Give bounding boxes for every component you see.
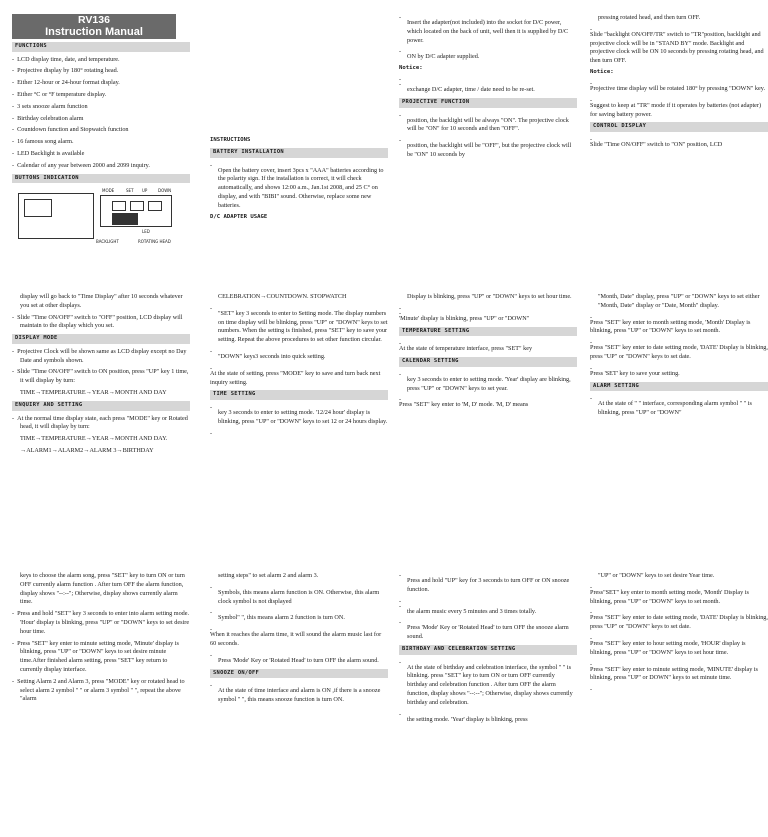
time-switch-text: Slide "Time ON/OFF" switch to "ON" position, LCD [590, 140, 723, 148]
save-inquiry-text: At the state of setting, press "MODE" key to save and turn back next inquiry setting. [210, 369, 381, 386]
snooze-symbol-text: At the state of time interface and alarm is ON ,if there is a snooze symbol " ", this means snooze function is turn ON. [218, 687, 381, 704]
title-banner [12, 14, 176, 39]
month-date-text: "Month, Date" display, press "UP" or "DOWN" keys to set either "Month, Date" display or "Date, Month" display. [598, 293, 760, 309]
button-a [112, 201, 126, 211]
function-item: - LED Backlight is available [12, 150, 85, 158]
md-mode-text: Press "SET" key enter to 'M, D' mode. 'M, D' means [399, 401, 529, 409]
lcd-panel [24, 199, 52, 217]
mode-sequence-text: TIME→TEMPERATURE→YEAR→MONTH AND DAY. [20, 435, 168, 443]
quick-setting-text: "DOWN" keys3 seconds into quick setting. [218, 352, 326, 360]
alarm-symbol-text: Symbols, this means alarm function is ON. Otherwise, this alarm clock symbol is not displayed [218, 588, 380, 605]
hour-format-text: key 3 seconds to enter to setting mode. '12/24 hour' display is blinking, press "UP" or "DOWN" keys to set 12 or 24 hours display. [218, 409, 388, 425]
model-title: RV136 [78, 14, 110, 26]
function-item: - Countdown function and Stopwatch function [12, 126, 129, 134]
snooze-off-text: Press 'Mode' Key or 'Rotated Head' to turn OFF the snooze alarm sound. [407, 624, 569, 641]
label-rotating-head: ROTATING HEAD [138, 239, 171, 245]
snooze-heading: SNOOZE ON/OFF [210, 669, 388, 679]
column-2-row-3: setting steps" to set alarm 2 and alarm 3. - Symbols, this means alarm function is ON. Otherwise, this alarm clock symbol is not displayed - Symbol" ", this means alarm 2 function is turn ON. - When it reaches the alarm time, it will sound the alarm music last for 60 seconds. - Press 'Mode' Key or 'Rotated Head' to turn OFF the alarm sound. SNOOZE ON/OFF - At the state of time interface and alarm is ON ,if there is a snooze symbol " ", this means snooze function is turn ON. [210, 572, 388, 708]
column-4-row-2: "Month, Date" display, press "UP" or "DOWN" keys to set either "Month, Date" display or "Date, Month" display. - Press "SET" key enter to month setting mode, 'Month' Display is blinking, press "UP" or "DOWN" keys to set month. - Press "SET" key enter to date setting mode, 'DATE' Display is blinking, press "UP" or "DOWN" keys to set date. - Press 'SET' key to save your setting. ALARM SETTING - At the state of " " interface, corresponding alarm symbol " " is blinking, press "UP" or "DOWN" [590, 293, 768, 417]
button-c [148, 201, 162, 211]
column-1-row-1 [12, 14, 190, 251]
function-item: - Calendar of any year between 2000 and 2099 inquiry. [12, 161, 150, 169]
birthday-month-text: Press"SET" key enter to month setting mode, 'Month' Display is blinking, press "UP" or "DOWN" keys to set month. [590, 588, 749, 605]
column-3-row-3: - Press and hold "UP" key for 3 seconds to turn OFF or ON snooze function. - - the alarm music every 5 minutes and 3 times totally. - Press 'Mode' Key or 'Rotated Head' to turn OFF the snooze alarm sound. BIRTHDAY AND CELEBRATION SETTING - At the state of birthday and celebration interface, the symbol " " is blinking. press "SET" key to turn ON or turn OFF currently birthday and celebration function . After turn OFF the alarm function, display shows "--:--"; Otherwise, display shows currently birthday and celebration. - the setting mode. 'Year' display is blinking, press [399, 572, 577, 727]
projective-heading: PROJECTIVE FUNCTION [399, 98, 577, 108]
alarm-minute-text: - Press "SET" key enter to minute setting mode, 'Minute' display is blinking, press "UP" or "DOWN" keys to set desire minute time.After finished alarm setting, press "SET" key return to currently display interface. [12, 639, 179, 673]
column-3-row-2: Display is blinking, press "UP" or "DOWN" keys to set hour time. - - 'Minute' display is blinking, press "UP" or "DOWN" TEMPERATURE SETTING - At the state of temperature interface, press "SET" key CALENDAR SETTING - key 3 seconds to enter to setting mode. 'Year' display are blinking, press "UP" or "DOWN" keys to set year. - Press "SET" key enter to 'M, D' mode. 'M, D' means [399, 293, 577, 413]
label-mode: MODE [102, 188, 115, 194]
function-item: - LCD display time, date, and temperature. [12, 55, 120, 63]
function-item: - Birthday celebration alarm [12, 114, 84, 122]
manual-subtitle: Instruction Manual [45, 26, 143, 38]
column-2-row-1: INSTRUCTIONS BATTERY INSTALLATION - Open the battery cover, insert 3pcs x "AAA" batteries according to the polarity sign. If the installation is correct, it will check automatically, and shows 12:00 a.m., Jan.1st 2008, and 25 C° on display, and with "BIBI" sound. Otherwise, replace some new batteries. D/C ADAPTER USAGE [210, 134, 388, 225]
function-item: - 3 sets snooze alarm function [12, 102, 88, 110]
function-item: - Projective display by 180° rotating head. [12, 67, 119, 75]
mode-sequence-text-2: →ALARM1→ALARM2→ALARM 3→BIRTHDAY [20, 446, 154, 454]
snooze-repeat-text: the alarm music every 5 minutes and 3 times totally. [407, 607, 537, 615]
month-setting-text: Press "SET" key enter to month setting mode, 'Month' Display is blinking, press "UP" or "DOWN" keys to set month. [590, 318, 751, 335]
control-heading: CONTROL DISPLAY [590, 122, 768, 132]
column-1-row-3 [12, 572, 190, 707]
birthday-date-text: Press "SET" key enter to date setting mode, 'DATE' Display is blinking, press "UP" or "DOWN" keys to set date. [590, 614, 768, 631]
notice-heading: Notice: [399, 65, 423, 72]
date-setting-text: Press "SET" key enter to date setting mode, 'DATE' Display is blinking, press "UP" or "DOWN" keys to set date. [590, 344, 768, 360]
column-4-row-3: "UP" or "DOWN" keys to set desire Year time. - Press"SET" key enter to month setting mode, 'Month' Display is blinking, press "UP" or "DOWN" keys to set month. - Press "SET" key enter to date setting mode, 'DATE' Display is blinking, press "UP" or "DOWN" keys to set date. - Press "SET" key enter to hour setting mode, 'HOUR' display is blinking, press "UP" or "DOWN" keys to set hour time. - Press "SET" key enter to minute setting mode, 'MINUTE' display is blinking, press "UP" or DOWN" keys to set minute time. - [590, 572, 768, 694]
clock-diagram [12, 187, 190, 247]
adapter-on-text: ON by D/C adapter supplied. [407, 53, 480, 61]
alarm-hour-text: - Press and hold "SET" key 3 seconds to enter into alarm setting mode. 'Hour' display is blinking, press "UP" or "DOWN" keys to set desire hour time. [12, 610, 190, 635]
celebration-text: CELEBRATION→COUNTDOWN. STOPWATCH [218, 293, 347, 300]
buttons-heading: BUTTONS INDICATION [12, 174, 190, 184]
press-up-text: - Slide "Time ON/OFF" switch to ON position, press "UP" key 1 time, it will display by turn: [12, 368, 189, 385]
alarm-off-text: Press 'Mode' Key or 'Rotated Head' to turn OFF the alarm sound. [218, 656, 379, 664]
go-back-text: display will go back to "Time Display" after 10 seconds whatever you set at other displays. [20, 293, 183, 309]
projective-clock-text: - Projective Clock will be shown same as LCD display except no Day Date and symbols shown. [12, 347, 187, 364]
column-2-row-2: CELEBRATION→COUNTDOWN. STOPWATCH - "SET" key 3 seconds to enter to Setting mode. The display numbers on time display will be blinking, press "UP" or "DOWN" keys to set numbers. When the setting is finished, press "SET" key to save your setting. Repeat the above procedures to set other function circular. - "DOWN" keys3 seconds into quick setting. - At the state of setting, press "MODE" key to save and turn back next inquiry setting. TIME SETTING - key 3 seconds to enter to setting mode. '12/24 hour' display is blinking, press "UP" or "DOWN" keys to set 12 or 24 hours display. - [210, 293, 388, 437]
label-up: UP [142, 188, 148, 194]
projective-off-text: position, the backlight will be "OFF", but the projective clock will be "ON" 10 seconds by [407, 142, 572, 158]
switch-off-text: - Slide "Time ON/OFF" switch to "OFF" position, LCD display will maintain to the display which you set. [12, 313, 183, 330]
exchange-text: exchange D/C adapter, time / date need to be re-set. [407, 86, 535, 94]
adapter-text: Insert the adapter(not included) into the socket for D/C power, which located on the back of unit, well then it is supplied by D/C power. [407, 19, 569, 44]
label-down: DOWN [158, 188, 172, 194]
functions-heading: FUNCTIONS [12, 42, 190, 52]
battery-heading: BATTERY INSTALLATION [210, 148, 388, 158]
birthday-heading: BIRTHDAY AND CELEBRATION SETTING [399, 645, 577, 655]
label-backlight: BACKLIGHT [96, 239, 119, 245]
alarm-sound-text: When it reaches the alarm time, it will sound the alarm music last for 60 seconds. [210, 631, 382, 647]
column-4-row-1: pressing rotated head, and then turn OFF. - Slide "backlight ON/OFF/TR" switch to "TR"position, backlight and projective clock will be in "STAND BY" mode. Backlight and projective clock will be ON 10 seconds by pressing rotating head, and then turn OFF. Notice: - Projective time display will be rotated 180° by pressing "DOWN" key. - Suggest to keep at "TR" mode if it operates by batteries (not adapter) for saving battery power. CONTROL DISPLAY - Slide "Time ON/OFF" switch to "ON" position, LCD [590, 14, 768, 153]
dc-adapter-heading: D/C ADAPTER USAGE [210, 213, 268, 220]
temp-interface-text: At the state of temperature interface, press "SET" key [399, 345, 533, 353]
rotate-180-text: Projective time display will be rotated 180° by pressing "DOWN" key. [590, 84, 766, 92]
alarm-heading: ALARM SETTING [590, 382, 768, 392]
projective-on-text: position, the backlight will be always "ON". The projective clock will be "ON" for 10 seconds and then "OFF". [407, 116, 569, 133]
label-set: SET [126, 188, 134, 194]
year-blink-text: key 3 seconds to enter to setting mode. 'Year' display are blinking, press "UP" or "DOWN" keys to set year. [407, 375, 571, 392]
alarm2-symbol-text: Symbol" ", this means alarm 2 function is turn ON. [218, 614, 345, 622]
suggest-text: Suggest to keep at "TR" mode if it operates by batteries (not adapter) for saving battery power. [590, 101, 762, 118]
setting-mode-text: "SET" key 3 seconds to enter to Setting mode. The display numbers on time display will be blinking, press "UP" or "DOWN" keys to set numbers. When the setting is finished, press "SET" key to save your setting. Repeat the above procedures to set other function circular. [218, 309, 388, 344]
birthday-minute-text: Press "SET" key enter to minute setting mode, 'MINUTE' display is blinking, press "UP" or DOWN" keys to set minute time. [590, 665, 758, 682]
enquiry-heading: ENQUIRY AND SETTING [12, 401, 190, 411]
projector-lens [112, 213, 138, 225]
alarm-2-3-text: - Setting Alarm 2 and Alarm 3, press "MODE" key or rotated head to select alarm 2 symbol " " or alarm 3 symbol " ", repeat the above "alarm [12, 677, 185, 703]
birthday-year-set-text: "UP" or "DOWN" keys to set desire Year time. [598, 572, 715, 579]
alarm-interface-text: At the state of " " interface, corresponding alarm symbol " " is blinking, press "UP" or "DOWN" [598, 400, 752, 417]
birthday-year-text: the setting mode. 'Year' display is blinking, press [407, 715, 528, 723]
alarm-steps-text: setting steps" to set alarm 2 and alarm 3. [218, 572, 319, 579]
notice-heading-2: Notice: [590, 68, 614, 75]
label-led: LED [142, 229, 150, 235]
birthday-hour-text: Press "SET" key enter to hour setting mode, 'HOUR' display is blinking, press "UP" or "DOWN" keys to set hour time. [590, 639, 746, 656]
battery-text: Open the battery cover, insert 3pcs x "AAA" batteries according to the polarity sign. If the installation is correct, it will check automatically, and shows 12:00 a.m., Jan.1st 2008, and 25 C° on display, and with "BIBI" sound. Otherwise, replace some new batteries. [218, 166, 384, 209]
calendar-heading: CALENDAR SETTING [399, 357, 577, 367]
function-item: - 16 famous song alarm. [12, 138, 74, 146]
minute-blink-text: 'Minute' display is blinking, press "UP" or "DOWN" [399, 314, 530, 322]
column-1-row-2 [12, 293, 190, 459]
function-item: - Either °C or °F temperature display. [12, 91, 107, 99]
birthday-interface-text: At the state of birthday and celebration interface, the symbol " " is blinking. press "SET" key to turn ON or turn OFF currently birthday and celebration function . After turn OFF the alarm function, display shows "--:--"; Otherwise, display shows currently birthday and celebration. [407, 663, 573, 706]
time-setting-heading: TIME SETTING [210, 390, 388, 400]
up-sequence-text: TIME→TEMPERATURE→YEAR→MONTH AND DAY [20, 389, 167, 397]
snooze-toggle-text: Press and hold "UP" key for 3 seconds to turn OFF or ON snooze function. [407, 577, 570, 593]
display-mode-heading: DISPLAY MODE [12, 334, 190, 344]
mode-press-text: - At the normal time display state, each press "MODE" key or Rotated head, it will display by turn: [12, 414, 188, 431]
temperature-heading: TEMPERATURE SETTING [399, 327, 577, 337]
rotate-text: pressing rotated head, and then turn OFF. [598, 14, 701, 21]
function-item: - Either 12-hour or 24-hour format display. [12, 79, 120, 87]
hour-blink-text: Display is blinking, press "UP" or "DOWN" keys to set hour time. [407, 293, 572, 300]
button-b [130, 201, 144, 211]
column-3-row-1: - Insert the adapter(not included) into the socket for D/C power, which located on the back of unit, well then it is supplied by D/C power. - ON by D/C adapter supplied. Notice: - - exchange D/C adapter, time / date need to be re-set. PROJECTIVE FUNCTION - position, the backlight will be always "ON". The projective clock will be "ON" for 10 seconds and then "OFF". - position, the backlight will be "OFF", but the projective clock will be "ON" 10 seconds by [399, 14, 577, 163]
instructions-heading: INSTRUCTIONS [210, 137, 251, 143]
save-setting-text: Press 'SET' key to save your setting. [590, 369, 680, 377]
alarm-song-text: keys to choose the alarm song, press "SET" key to turn ON or turn OFF currently alarm function . After turn OFF the alarm function, display shows "--:--"; Otherwise, display shows currently alarm time. [20, 572, 185, 606]
tr-mode-text: Slide "backlight ON/OFF/TR" switch to "TR"position, backlight and projective clock will be in "STAND BY" mode. Backlight and projective clock will be ON 10 seconds by pressing rotating head, and then turn OFF. [590, 30, 764, 65]
